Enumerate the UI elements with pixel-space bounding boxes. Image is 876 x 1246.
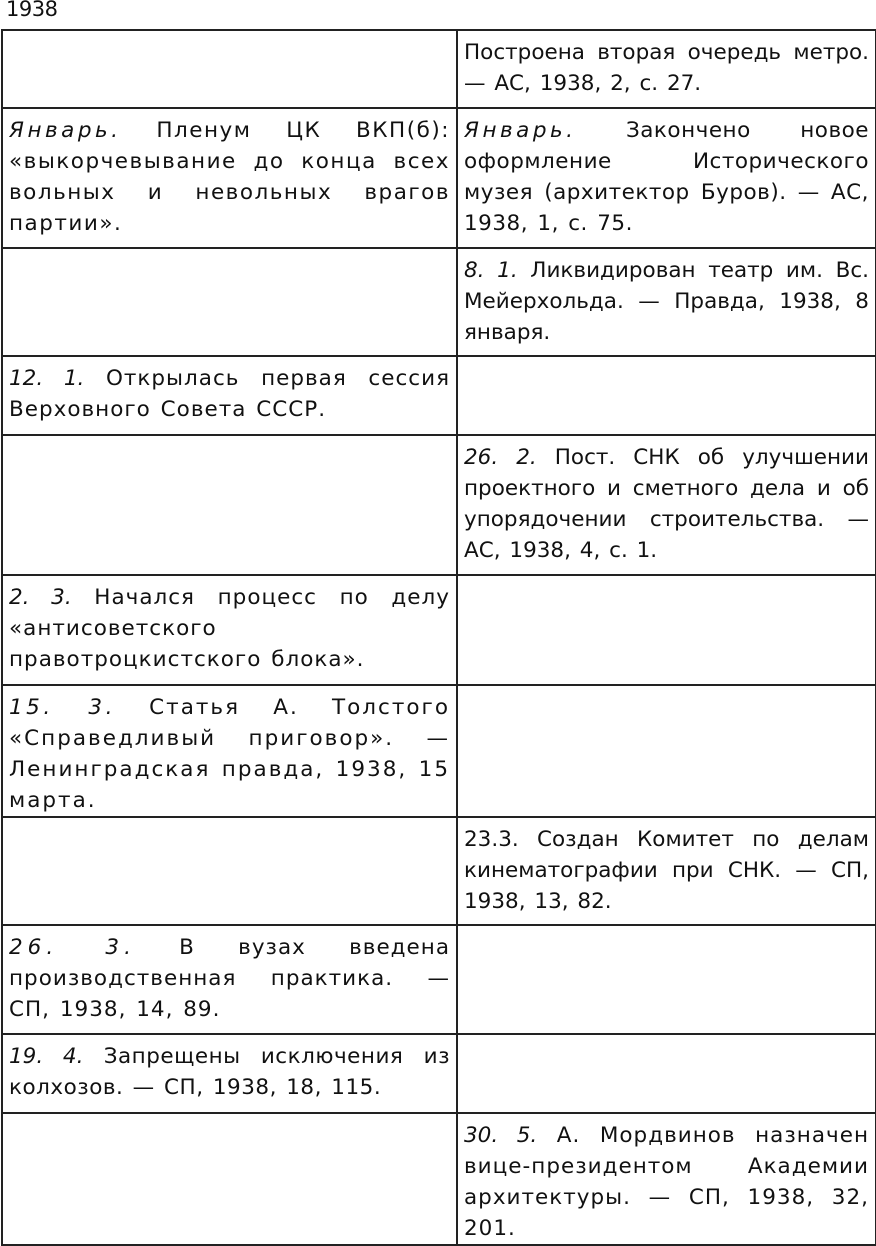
- entry-date: 8. 1.: [464, 258, 518, 283]
- entry-date: Январь.: [9, 118, 122, 143]
- table-row: [2, 575, 876, 685]
- left-cell: [2, 1034, 457, 1113]
- entry-text: А. Мордвинов назначен вице-президентом Академии архитектуры. — СП, 1938, 32, 201.: [464, 1123, 870, 1241]
- left-cell: [2, 356, 457, 435]
- entry-text: Пост. СНК об улучшении проектного и сметного дела и об упорядочении строительства. — АС, 1938, 4, с. 1.: [464, 445, 869, 563]
- left-cell-empty: [2, 435, 457, 575]
- entry-text: Начался процесс по делу «антисоветского правотроцкистского блока».: [9, 585, 450, 672]
- year-header: 1938: [6, 0, 58, 21]
- entry-text: Закончено новое оформление Исторического музея (архитектор Буров). — АС, 1938, 1, с. 75.: [464, 118, 869, 236]
- left-cell: [2, 685, 457, 817]
- right-cell: [457, 1113, 876, 1245]
- table-row: [2, 685, 876, 817]
- table-row: [2, 248, 876, 356]
- entry-date: 26. 2.: [464, 445, 537, 470]
- table-row: [2, 1113, 876, 1245]
- right-cell: [457, 817, 876, 925]
- left-cell: [2, 575, 457, 685]
- entry-date: 15. 3.: [9, 695, 116, 720]
- entry-date: 2. 3.: [9, 585, 72, 610]
- table-row: [2, 1034, 876, 1113]
- left-cell: [2, 108, 457, 248]
- left-cell-empty: [2, 248, 457, 356]
- entry-date: 12. 1.: [9, 366, 85, 391]
- entry-text: Построена вторая очередь метро. — АС, 1938, 2, с. 27.: [464, 40, 869, 96]
- table-row: [2, 435, 876, 575]
- right-cell-empty: [457, 925, 876, 1034]
- entry-date: 26. 3.: [9, 935, 136, 960]
- left-cell-empty: [2, 817, 457, 925]
- left-cell: [2, 925, 457, 1034]
- right-cell-empty: [457, 575, 876, 685]
- entry-text: Статья А. Толстого «Справедливый приговор». — Ленинградская правда, 1938, 15 марта.: [9, 695, 450, 813]
- table-row: [2, 925, 876, 1034]
- entry-date: 19. 4.: [9, 1044, 84, 1069]
- left-cell-empty: [2, 30, 457, 108]
- table-row: [2, 356, 876, 435]
- entry-text: 23.3. Создан Комитет по делам кинематографии при СНК. — СП, 1938, 13, 82.: [464, 827, 869, 914]
- entry-text: В вузах введена производственная практика. — СП, 1938, 14, 89.: [9, 935, 450, 1022]
- right-cell: [457, 30, 876, 108]
- table-row: [2, 108, 876, 248]
- left-cell-empty: [2, 1113, 457, 1245]
- right-cell-empty: [457, 356, 876, 435]
- entry-date: Январь.: [464, 118, 577, 143]
- entry-text: Пленум ЦК ВКП(б): «выкорчевывание до конца всех вольных и невольных врагов партии».: [9, 118, 450, 236]
- right-cell: [457, 435, 876, 575]
- entry-text: Открылась первая сессия Верховного Совета СССР.: [9, 366, 450, 422]
- right-cell: [457, 108, 876, 248]
- right-cell: [457, 248, 876, 356]
- entry-text: Запрещены исключения из колхозов. — СП, 1938, 18, 115.: [9, 1044, 450, 1100]
- entry-text: Ликвидирован театр им. Вс. Мейерхольда. — Правда, 1938, 8 января.: [464, 258, 869, 345]
- table-row: [2, 817, 876, 925]
- right-cell-empty: [457, 685, 876, 817]
- table-row: [2, 30, 876, 108]
- entry-date: 30. 5.: [464, 1123, 538, 1148]
- chronicle-table: [1, 29, 876, 1246]
- right-cell-empty: [457, 1034, 876, 1113]
